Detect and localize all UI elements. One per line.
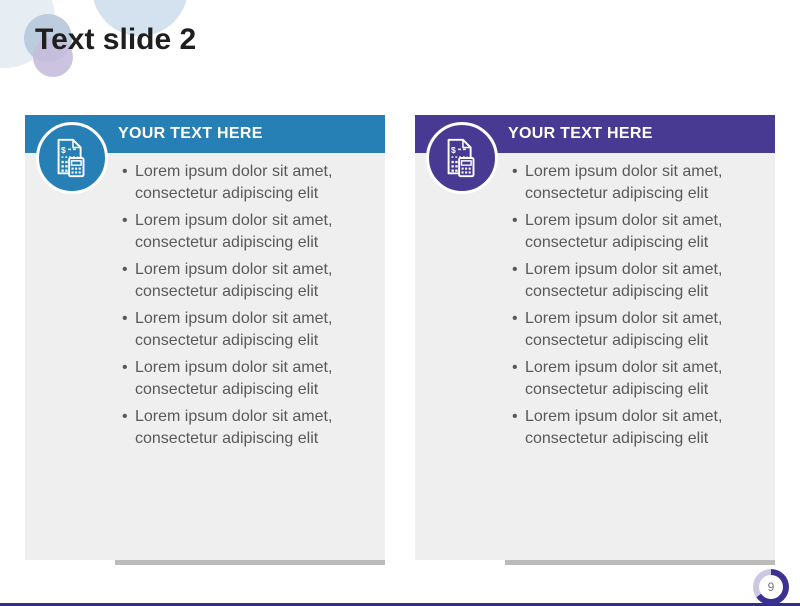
bullet-item (122, 357, 367, 401)
bullet-line: • Lorem ipsum dolor sit amet, (525, 310, 723, 327)
bullet-line: • Lorem ipsum dolor sit amet, (135, 212, 333, 229)
bullet-item (512, 308, 757, 352)
svg-text:$: $ (60, 145, 67, 156)
invoice-calculator-icon (49, 135, 95, 181)
bullet-line: • Lorem ipsum dolor sit amet, (525, 408, 723, 425)
bullet-line: consectetur adipiscing elit (135, 430, 319, 447)
card-header-title: YOUR TEXT HERE (508, 125, 653, 142)
bullet-line: • Lorem ipsum dolor sit amet, (135, 163, 333, 180)
bullet-line: consectetur adipiscing elit (135, 332, 319, 349)
bullet-list (512, 161, 757, 450)
bullet-item (122, 210, 367, 254)
page-number-badge (753, 569, 789, 605)
bullet-item (512, 210, 757, 254)
icon-circle-left (36, 122, 108, 194)
bullet-item (512, 259, 757, 303)
bullet-line: consectetur adipiscing elit (135, 185, 319, 202)
bullet-line: consectetur adipiscing elit (525, 185, 709, 202)
bullet-line: consectetur adipiscing elit (525, 332, 709, 349)
text-card-right (415, 115, 775, 560)
text-card-left (25, 115, 385, 560)
bullet-line: • Lorem ipsum dolor sit amet, (135, 310, 333, 327)
bullet-line: consectetur adipiscing elit (525, 283, 709, 300)
bullet-line: • Lorem ipsum dolor sit amet, (135, 261, 333, 278)
bullet-line: consectetur adipiscing elit (135, 234, 319, 251)
bullet-line: consectetur adipiscing elit (135, 381, 319, 398)
bullet-line: consectetur adipiscing elit (525, 381, 709, 398)
bullet-line: consectetur adipiscing elit (135, 283, 319, 300)
svg-text:$: $ (450, 145, 457, 156)
icon-circle-right (426, 122, 498, 194)
bullet-item (122, 308, 367, 352)
bullet-line: • Lorem ipsum dolor sit amet, (525, 359, 723, 376)
card-header-title: YOUR TEXT HERE (118, 125, 263, 142)
card-body-right (415, 153, 775, 450)
bullet-item (122, 259, 367, 303)
invoice-calculator-icon (439, 135, 485, 181)
bullet-line: consectetur adipiscing elit (525, 430, 709, 447)
bullet-line: • Lorem ipsum dolor sit amet, (135, 408, 333, 425)
bullet-line: • Lorem ipsum dolor sit amet, (525, 212, 723, 229)
bullet-line: • Lorem ipsum dolor sit amet, (135, 359, 333, 376)
bullet-item (512, 406, 757, 450)
bullet-list (122, 161, 367, 450)
bullet-line: consectetur adipiscing elit (525, 234, 709, 251)
card-header-right (415, 115, 775, 156)
bullet-line: • Lorem ipsum dolor sit amet, (525, 261, 723, 278)
slide-title: Text slide 2 (35, 23, 197, 56)
bullet-item (122, 161, 367, 205)
bullet-item (512, 161, 757, 205)
card-header-left (25, 115, 385, 156)
card-body-left (25, 153, 385, 450)
bullet-line: • Lorem ipsum dolor sit amet, (525, 163, 723, 180)
page-number: 9 (759, 575, 783, 599)
bullet-item (512, 357, 757, 401)
bullet-item (122, 406, 367, 450)
